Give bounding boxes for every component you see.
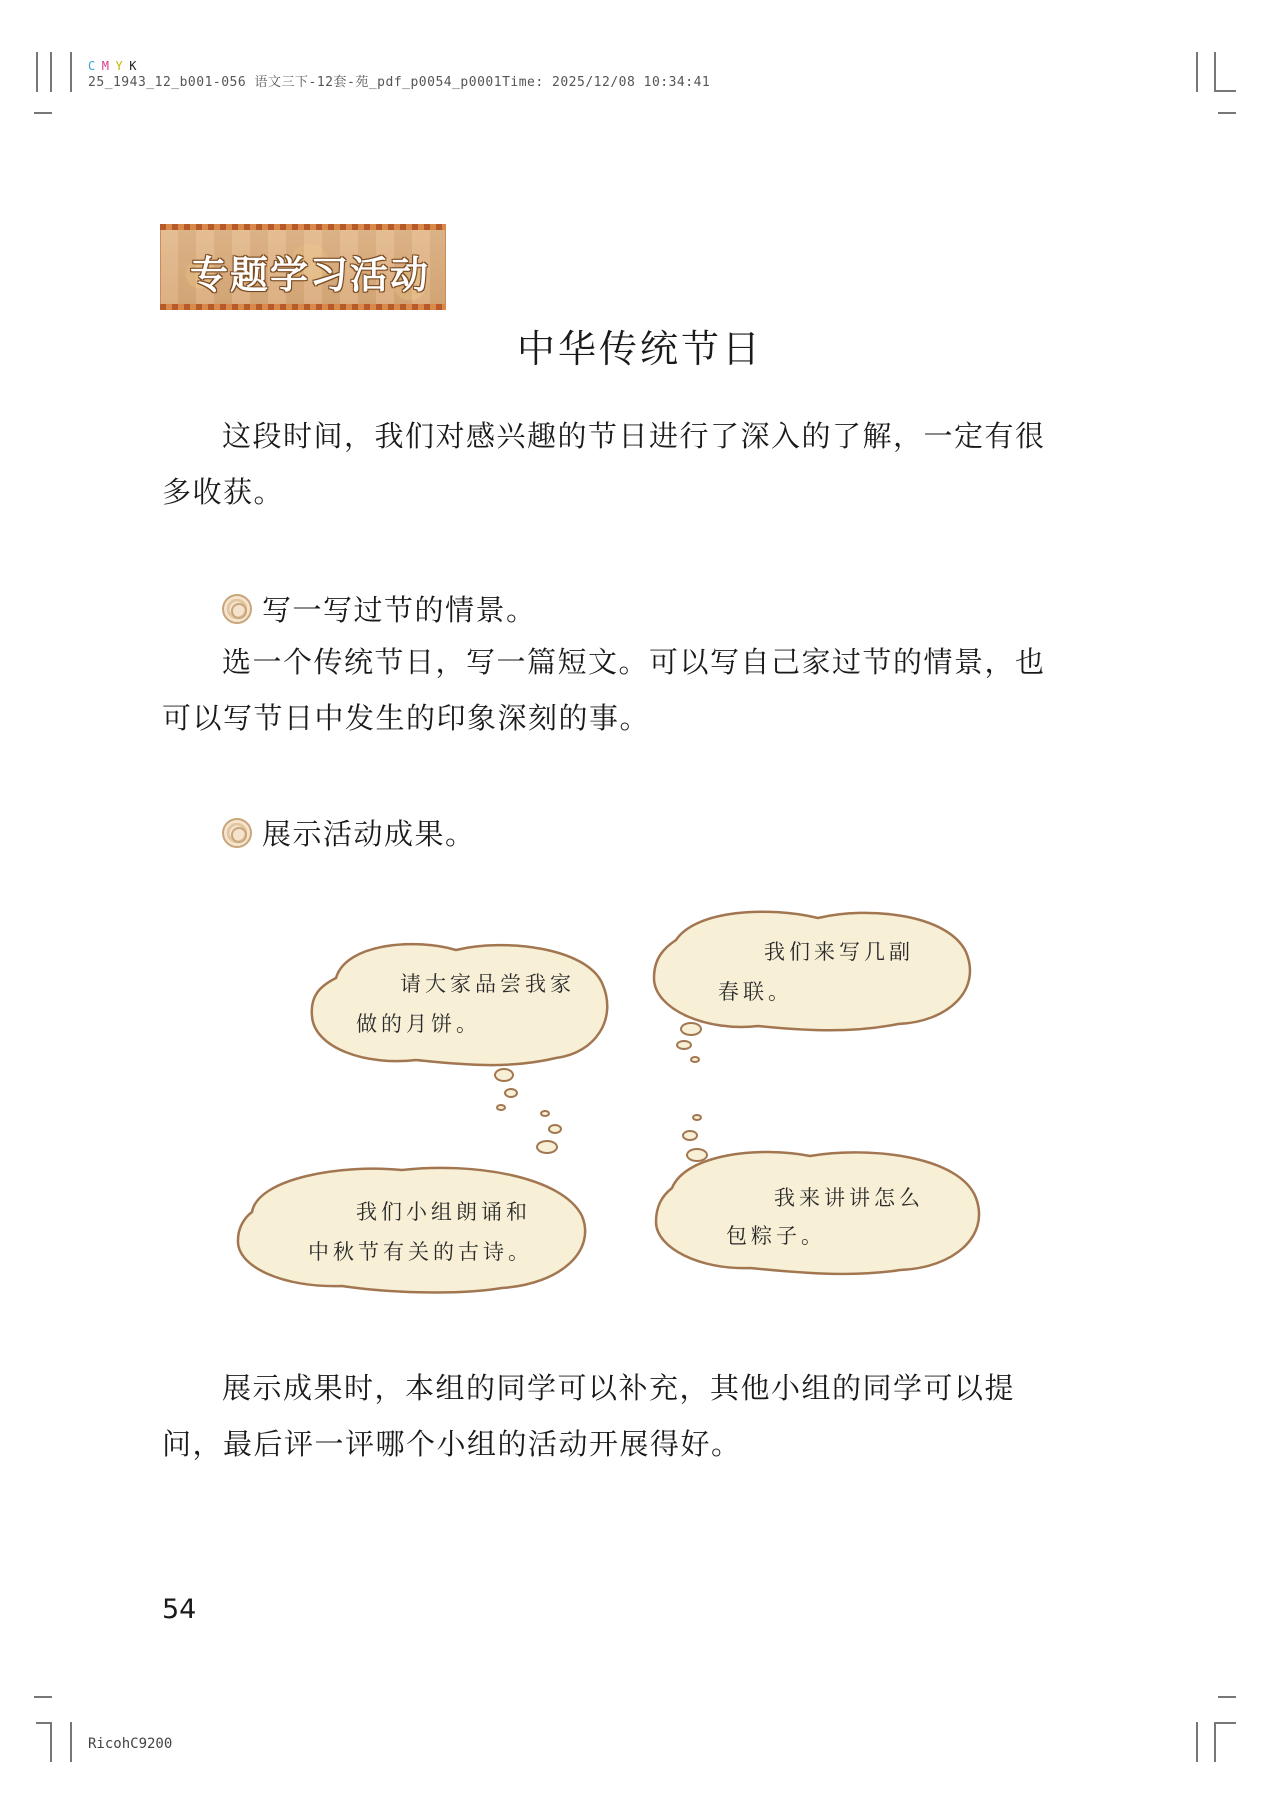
bubble-dot bbox=[540, 1110, 550, 1117]
bubble-dot bbox=[690, 1056, 700, 1063]
crop-mark bbox=[50, 52, 52, 92]
cmyk-marks bbox=[88, 58, 710, 75]
crop-mark bbox=[34, 112, 52, 114]
crop-mark bbox=[1214, 52, 1216, 92]
step-write bbox=[222, 588, 537, 629]
thought-bubble bbox=[650, 1144, 986, 1278]
bubble-line: 做的月饼。 bbox=[356, 1012, 481, 1036]
cmyk-y: Y bbox=[115, 59, 124, 73]
cmyk-k: K bbox=[129, 59, 137, 73]
bubble-line: 我来讲讲怎么 bbox=[774, 1186, 924, 1210]
intro-text: 这段时间，我们对感兴趣的节日进行了深入的了解，一定有很多收获。 bbox=[162, 419, 1046, 509]
crop-mark bbox=[1218, 112, 1236, 114]
bubble-dot bbox=[692, 1114, 702, 1121]
flower-bullet-icon bbox=[222, 818, 252, 848]
crop-mark bbox=[50, 1722, 52, 1762]
conclusion-text: 展示成果时，本组的同学可以补充，其他小组的同学可以提问，最后评一评哪个小组的活动开展得好。 bbox=[162, 1371, 1016, 1461]
intro-paragraph bbox=[162, 408, 1062, 520]
bubble-dot bbox=[682, 1130, 698, 1141]
crop-mark bbox=[1218, 1696, 1236, 1698]
thought-bubble bbox=[648, 906, 978, 1036]
conclusion-paragraph bbox=[162, 1360, 1062, 1472]
bubble-line: 中秋节有关的古诗。 bbox=[308, 1240, 533, 1264]
step-body-text: 选一个传统节日，写一篇短文。可以写自己家过节的情景，也可以写节日中发生的印象深刻的事。 bbox=[162, 645, 1046, 735]
banner-title: 专题学习活动 bbox=[190, 253, 431, 297]
bubble-dot bbox=[496, 1104, 506, 1111]
device-label: RicohC9200 bbox=[88, 1736, 173, 1752]
section-banner bbox=[160, 224, 446, 310]
page-number: 54 bbox=[162, 1594, 197, 1625]
crop-mark bbox=[36, 52, 38, 92]
bubble-dot bbox=[504, 1088, 518, 1098]
crop-mark bbox=[70, 52, 72, 92]
bubble-line: 我们来写几副 bbox=[764, 940, 914, 964]
bubble-line: 请大家品尝我家 bbox=[400, 972, 575, 996]
crop-mark bbox=[1196, 52, 1198, 92]
step-heading: 写一写过节的情景。 bbox=[262, 593, 537, 627]
flower-bullet-icon bbox=[222, 594, 252, 624]
bubble-dot bbox=[536, 1140, 558, 1154]
bubble-dot bbox=[680, 1022, 702, 1036]
page-title: 中华传统节日 bbox=[516, 327, 763, 371]
step-write-body bbox=[162, 634, 1062, 746]
bubble-line: 春联。 bbox=[718, 980, 793, 1004]
bubble-dot bbox=[686, 1148, 708, 1162]
print-header bbox=[88, 58, 710, 91]
cmyk-m: M bbox=[101, 59, 110, 73]
crop-mark bbox=[1214, 90, 1236, 92]
bubble-line: 包粽子。 bbox=[726, 1224, 826, 1248]
crop-mark bbox=[70, 1722, 72, 1762]
bubble-dot bbox=[548, 1124, 562, 1134]
bubble-line: 我们小组朗诵和 bbox=[356, 1200, 531, 1224]
crop-mark bbox=[1214, 1722, 1216, 1762]
crop-mark bbox=[1196, 1722, 1198, 1762]
thought-bubble bbox=[306, 938, 616, 1068]
thought-bubble bbox=[232, 1160, 594, 1296]
step-heading: 展示活动成果。 bbox=[262, 817, 476, 851]
cmyk-c: C bbox=[88, 59, 96, 73]
step-show bbox=[222, 812, 476, 853]
bubble-dot bbox=[494, 1068, 514, 1082]
crop-mark bbox=[1214, 1722, 1236, 1724]
file-info: 25_1943_12_b001-056 语文三下-12套-苑_pdf_p0054_p0001Time: 2025/12/08 10:34:41 bbox=[88, 75, 711, 90]
bubble-dot bbox=[676, 1040, 692, 1050]
crop-mark bbox=[34, 1696, 52, 1698]
